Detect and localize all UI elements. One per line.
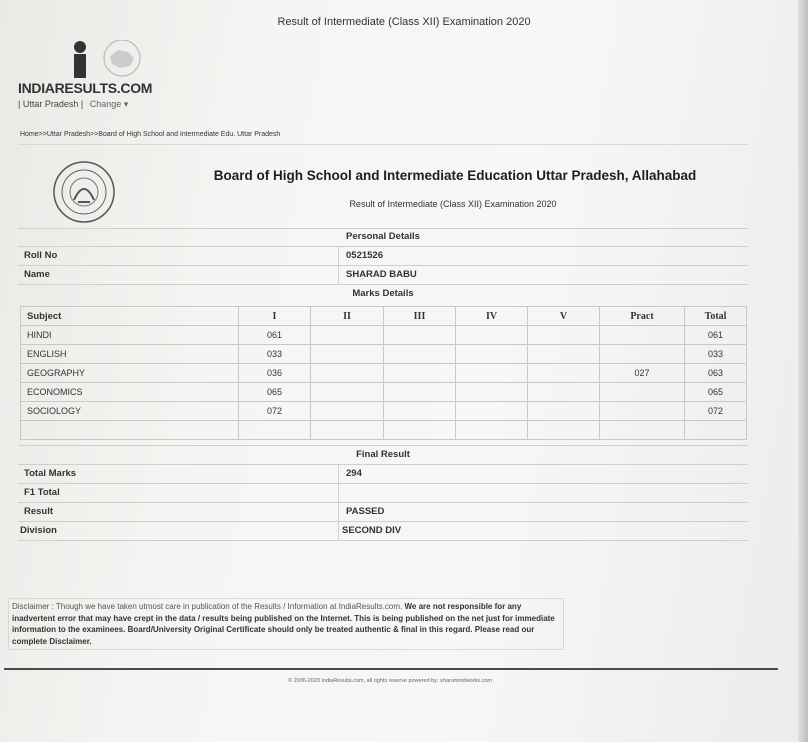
- mark-cell: 036: [239, 364, 311, 383]
- table-row: [21, 364, 747, 383]
- logo-wordmark: INDIARESULTS.COM: [18, 80, 153, 96]
- subject-cell: SOCIOLOGY: [21, 402, 239, 421]
- subject-cell: ECONOMICS: [21, 383, 239, 402]
- disclaimer-text[interactable]: We are not responsible for any inadvertent error that may have crept in the data / results being published on the Internet. This is being published on the net just for immediate information to the examinees. Board/University Original Certificate should only be treated authentic & final in this regard. Please read our complete Disclaimer.: [12, 602, 555, 646]
- name-label: Name: [24, 269, 50, 280]
- mark-cell: [456, 364, 528, 383]
- mark-cell: 033: [239, 345, 311, 364]
- mark-cell: [384, 383, 456, 402]
- pract-cell: [600, 402, 685, 421]
- subject-cell: [21, 421, 239, 440]
- mark-cell: [528, 402, 600, 421]
- mark-cell: [456, 345, 528, 364]
- f1-total-label: F1 Total: [24, 487, 60, 498]
- grid-line: [18, 284, 748, 285]
- page-title: Result of Intermediate (Class XII) Examination 2020: [277, 16, 531, 28]
- column-header: Subject: [21, 307, 239, 326]
- table-row: [21, 383, 747, 402]
- mark-cell: [456, 421, 528, 440]
- marks-details-heading: Marks Details: [352, 288, 414, 299]
- total-cell: 061: [685, 326, 747, 345]
- board-title: Board of High School and Intermediate Education Uttar Pradesh, Allahabad: [213, 168, 697, 183]
- column-header: I: [239, 307, 311, 326]
- subject-cell: HINDI: [21, 326, 239, 345]
- marks-table: [20, 306, 747, 440]
- mark-cell: [384, 326, 456, 345]
- mark-cell: [311, 421, 384, 440]
- mark-cell: [239, 421, 311, 440]
- mark-cell: [528, 383, 600, 402]
- mark-cell: 072: [239, 402, 311, 421]
- total-cell: 065: [685, 383, 747, 402]
- grid-line: [18, 464, 748, 465]
- result-value: PASSED: [346, 506, 385, 517]
- grid-line: [18, 246, 748, 247]
- divider: [18, 144, 748, 145]
- breadcrumb[interactable]: Home>>Uttar Pradesh>>Board of High School and Intermediate Edu. Uttar Pradesh: [20, 131, 281, 138]
- pract-cell: [600, 383, 685, 402]
- subject-cell: ENGLISH: [21, 345, 239, 364]
- mark-cell: [384, 364, 456, 383]
- roll-value: 0521526: [346, 250, 383, 261]
- mark-cell: [311, 402, 384, 421]
- grid-line: [18, 445, 748, 446]
- pract-cell: 027: [600, 364, 685, 383]
- grid-line: [18, 483, 748, 484]
- column-header: Pract: [600, 307, 685, 326]
- state-label: | Uttar Pradesh |: [18, 99, 84, 109]
- column-header: III: [384, 307, 456, 326]
- table-header-row: [21, 307, 747, 326]
- mark-cell: 061: [239, 326, 311, 345]
- mark-cell: [528, 345, 600, 364]
- grid-line: [18, 540, 748, 541]
- site-logo[interactable]: [18, 40, 178, 116]
- table-row: [21, 326, 747, 345]
- pract-cell: [600, 421, 685, 440]
- mark-cell: [311, 383, 384, 402]
- mark-cell: [384, 402, 456, 421]
- grid-line: [338, 464, 339, 540]
- division-value: SECOND DIV: [342, 525, 402, 536]
- total-cell: 063: [685, 364, 747, 383]
- roll-label: Roll No: [24, 250, 58, 261]
- result-label: Result: [24, 506, 54, 517]
- total-marks-label: Total Marks: [24, 468, 77, 479]
- mark-cell: [384, 421, 456, 440]
- mark-cell: [311, 326, 384, 345]
- disclaimer-lead: Disclaimer : Though we have taken utmost care in publication of the Results / Information at IndiaResults.com.: [12, 602, 403, 611]
- pract-cell: [600, 326, 685, 345]
- mark-cell: [311, 364, 384, 383]
- grid-line: [18, 228, 748, 229]
- grid-line: [18, 502, 748, 503]
- mark-cell: [528, 421, 600, 440]
- total-marks-value: 294: [346, 468, 362, 479]
- column-header: Total: [685, 307, 747, 326]
- final-result-heading: Final Result: [356, 449, 410, 460]
- total-cell: 033: [685, 345, 747, 364]
- mark-cell: [384, 345, 456, 364]
- column-header: II: [311, 307, 384, 326]
- personal-details-heading: Personal Details: [346, 231, 420, 242]
- board-seal-icon: [52, 160, 116, 224]
- table-row: [21, 421, 747, 440]
- paper-edge: [798, 0, 808, 742]
- grid-line: [18, 521, 748, 522]
- name-value: SHARAD BABU: [346, 269, 417, 280]
- grid-line: [338, 246, 339, 284]
- column-header: V: [528, 307, 600, 326]
- mark-cell: [311, 345, 384, 364]
- mark-cell: [528, 326, 600, 345]
- pract-cell: [600, 345, 685, 364]
- subject-cell: GEOGRAPHY: [21, 364, 239, 383]
- mark-cell: [528, 364, 600, 383]
- footer-copyright: © 2006-2020 IndiaResults.com, all rights reserve powered by: sharumindworks.com: [288, 678, 492, 684]
- disclaimer-box: [8, 598, 564, 650]
- table-row: [21, 402, 747, 421]
- total-cell: [685, 421, 747, 440]
- division-label: Division: [20, 525, 57, 536]
- state-selector[interactable]: [18, 99, 128, 110]
- footer-divider: [4, 668, 778, 670]
- change-state-link[interactable]: Change ▾: [89, 99, 129, 109]
- total-cell: 072: [685, 402, 747, 421]
- table-row: [21, 345, 747, 364]
- mark-cell: [456, 402, 528, 421]
- mark-cell: [456, 383, 528, 402]
- grid-line: [18, 265, 748, 266]
- board-subtitle: Result of Intermediate (Class XII) Examination 2020: [349, 199, 557, 209]
- column-header: IV: [456, 307, 528, 326]
- mark-cell: [456, 326, 528, 345]
- logo-icon: [70, 40, 150, 80]
- mark-cell: 065: [239, 383, 311, 402]
